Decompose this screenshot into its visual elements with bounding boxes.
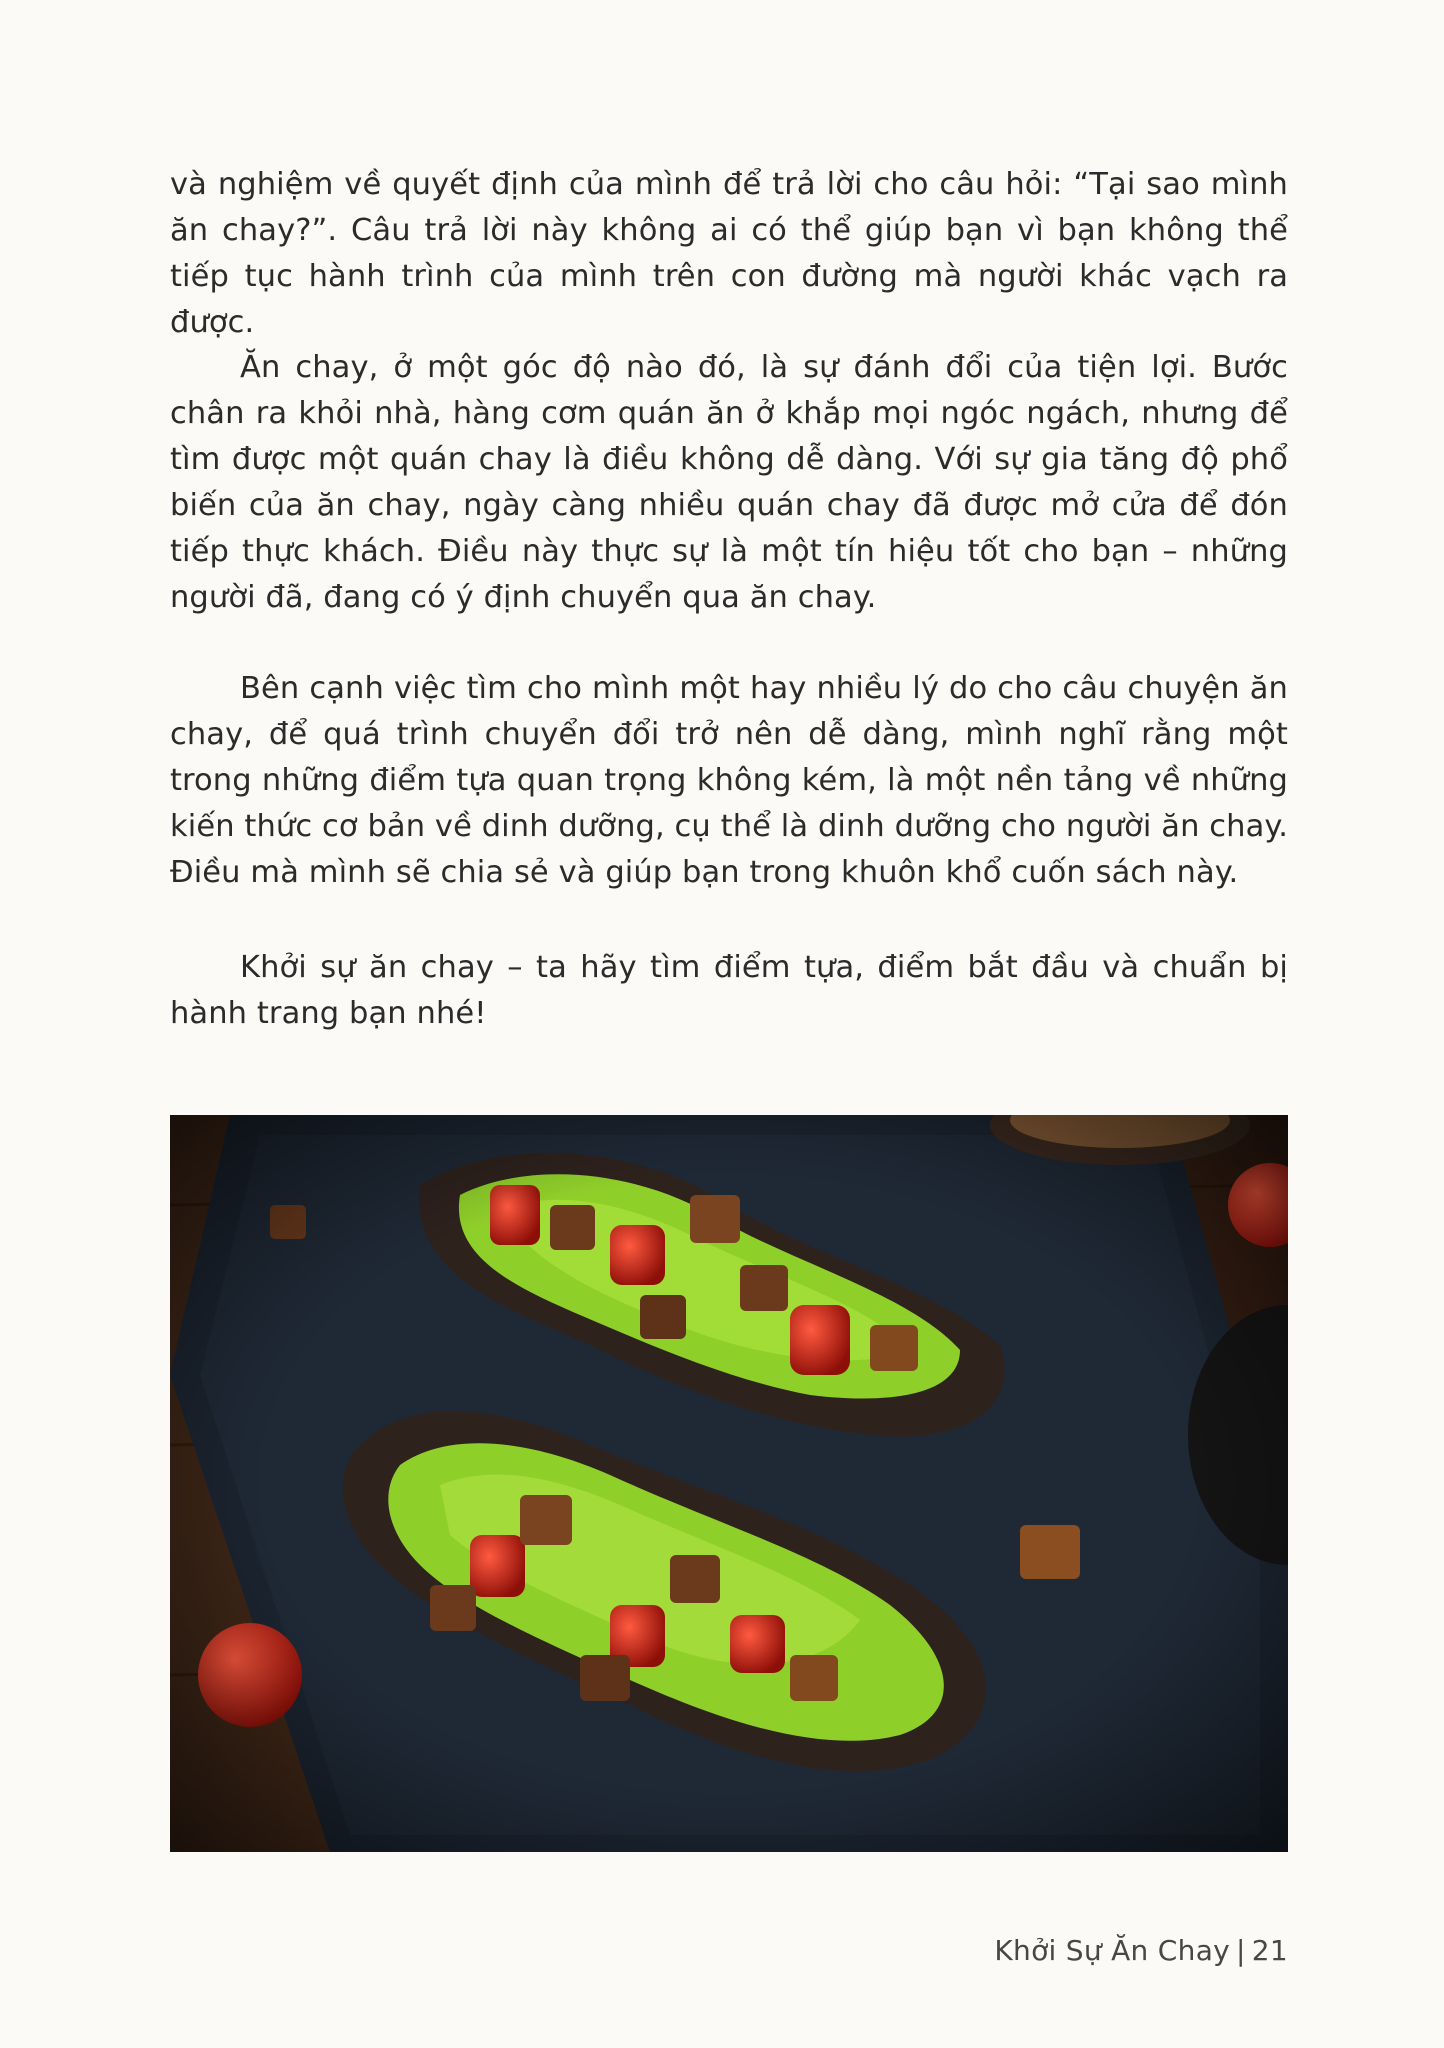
book-title: Khởi Sự Ăn Chay xyxy=(994,1934,1231,1967)
page-footer xyxy=(994,1934,1288,1967)
paragraph-2: Ăn chay, ở một góc độ nào đó, là sự đánh đổi của tiện lợi. Bước chân ra khỏi nhà, hàng cơm quán ăn ở khắp mọi ngóc ngách, nhưng để tìm được một quán chay là điều không dễ dàng. Với sự gia tăng độ phổ biến của ăn chay, ngày càng nhiều quán chay đã được mở cửa để đón tiếp thực khách. Điều này thực sự là một tín hiệu tốt cho bạn – những người đã, đang có ý định chuyển qua ăn chay. xyxy=(170,350,1288,615)
paragraph-1: và nghiệm về quyết định của mình để trả lời cho câu hỏi: “Tại sao mình ăn chay?”. Câu trả lời này không ai có thể giúp bạn vì bạn không thể tiếp tục hành trình của mình trên con đường mà người khác vạch ra được. xyxy=(170,167,1288,340)
paragraph-4: Khởi sự ăn chay – ta hãy tìm điểm tựa, điểm bắt đầu và chuẩn bị hành trang bạn nhé! xyxy=(170,950,1288,1031)
paragraph-3: Bên cạnh việc tìm cho mình một hay nhiều lý do cho câu chuyện ăn chay, để quá trình chuyển đổi trở nên dễ dàng, mình nghĩ rằng một trong những điểm tựa quan trọng không kém, là một nền tảng về những kiến thức cơ bản về dinh dưỡng, cụ thể là dinh dưỡng cho người ăn chay. Điều mà mình sẽ chia sẻ và giúp bạn trong khuôn khổ cuốn sách này. xyxy=(170,671,1288,890)
avocado-toast-photo xyxy=(170,1115,1288,1852)
page-number: 21 xyxy=(1251,1934,1288,1967)
footer-separator: | xyxy=(1236,1934,1246,1967)
